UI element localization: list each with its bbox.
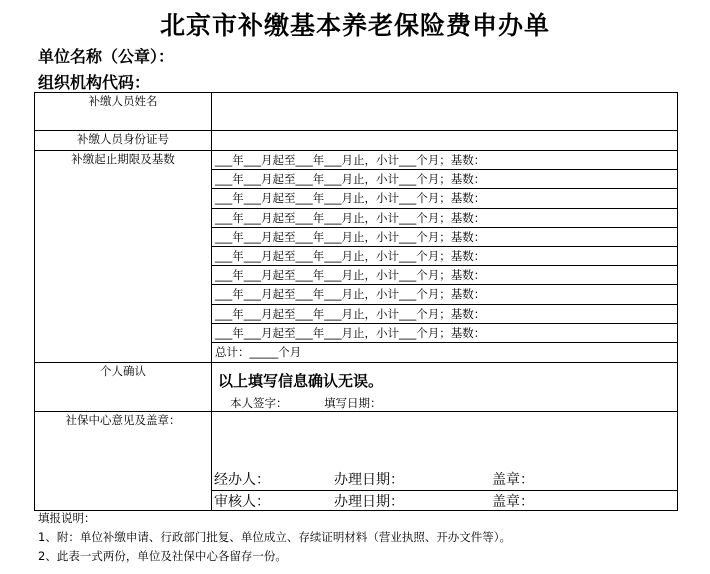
note-item: 1、附：单位补缴申请、行政部门批复、单位成立、存续证明材料（营业执照、开办文件等）。 <box>38 530 512 544</box>
period-row[interactable]: ___年___月起至___年___月止，小计___个月；基数： <box>212 266 677 285</box>
id-field[interactable] <box>212 131 678 151</box>
fill-date-label[interactable]: 填写日期： <box>324 396 382 410</box>
name-label: 补缴人员姓名 <box>35 93 212 131</box>
notes-heading: 填报说明： <box>38 511 96 525</box>
period-row[interactable]: ___年___月起至___年___月止，小计___个月；基数： <box>212 305 677 324</box>
note-item: 2、此表一式两份，单位及社保中心各留存一份。 <box>38 549 287 563</box>
period-total[interactable]: 总计：_____个月 <box>215 344 302 359</box>
period-row[interactable]: ___年___月起至___年___月止，小计___个月；基数： <box>212 189 677 208</box>
period-row[interactable]: ___年___月起至___年___月止，小计___个月；基数： <box>212 228 677 247</box>
confirm-cell <box>212 363 678 412</box>
period-row[interactable]: ___年___月起至___年___月止，小计___个月；基数： <box>212 151 677 170</box>
confirm-sign-row <box>212 391 677 411</box>
handler-row <box>212 469 677 490</box>
signature-label[interactable]: 本人签字： <box>230 396 288 410</box>
period-row[interactable]: ___年___月起至___年___月止，小计___个月；基数： <box>212 170 677 189</box>
id-label: 补缴人员身份证号 <box>35 131 212 151</box>
seal-label[interactable]: 盖章： <box>492 472 534 488</box>
reviewer-row <box>212 490 677 511</box>
period-cell <box>212 151 678 363</box>
seal-label-2[interactable]: 盖章： <box>492 494 534 510</box>
opinion-label: 社保中心意见及盖章： <box>35 412 212 511</box>
period-row[interactable]: ___年___月起至___年___月止，小计___个月；基数： <box>212 209 677 228</box>
application-table <box>34 92 678 511</box>
confirm-label: 个人确认 <box>35 363 212 412</box>
confirm-statement: 以上填写信息确认无误。 <box>218 372 384 390</box>
period-row[interactable]: ___年___月起至___年___月止，小计___个月；基数： <box>212 285 677 304</box>
period-label: 补缴起止期限及基数 <box>35 151 212 363</box>
handler-label[interactable]: 经办人： <box>214 472 270 488</box>
name-field[interactable] <box>212 93 678 131</box>
period-row[interactable]: ___年___月起至___年___月止，小计___个月；基数： <box>212 324 677 343</box>
org-code-label: 组织机构代码： <box>38 73 151 92</box>
opinion-cell <box>212 412 678 511</box>
review-date-label[interactable]: 办理日期： <box>334 494 404 510</box>
handle-date-label[interactable]: 办理日期： <box>334 472 404 488</box>
unit-name-label: 单位名称（公章）： <box>38 47 175 66</box>
form-title: 北京市补缴基本养老保险费申办单 <box>159 11 550 40</box>
reviewer-label[interactable]: 审核人： <box>214 494 270 510</box>
period-row[interactable]: ___年___月起至___年___月止，小计___个月；基数： <box>212 247 677 266</box>
